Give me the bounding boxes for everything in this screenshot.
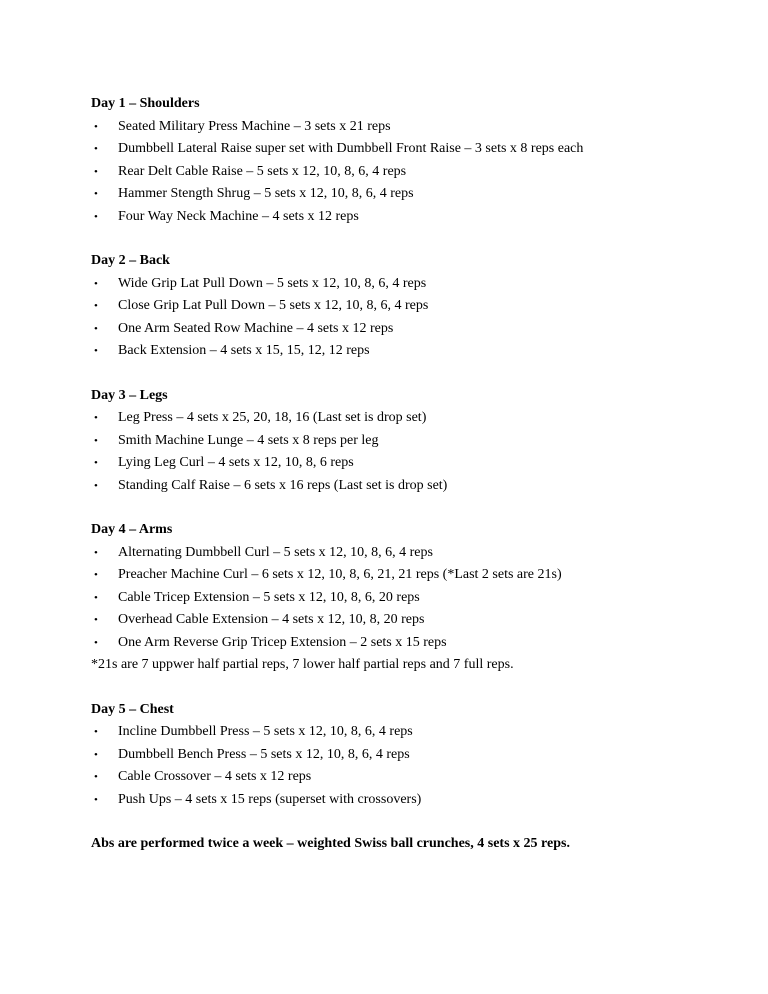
bullet-icon: • (94, 771, 98, 783)
exercise-list (91, 407, 751, 497)
exercise-text: Close Grip Lat Pull Down – 5 sets x 12, 10, 8, 6, 4 reps (118, 298, 429, 313)
exercise-text: Hammer Stength Shrug – 5 sets x 12, 10, 8, 6, 4 reps (118, 186, 414, 201)
list-item (91, 564, 751, 587)
bullet-icon: • (94, 457, 98, 469)
bullet-icon: • (94, 614, 98, 626)
list-item (91, 116, 751, 139)
bullet-icon: • (94, 793, 98, 806)
day-heading: Day 2 – Back (91, 253, 170, 268)
exercise-text: Dumbbell Bench Press – 5 sets x 12, 10, 8, 6, 4 reps (118, 746, 410, 762)
bullet-icon: • (94, 188, 98, 200)
list-item (91, 206, 751, 229)
bullet-icon: • (94, 322, 98, 335)
abs-note: Abs are performed twice a week – weighted Swiss ball crunches, 4 sets x 25 reps. (91, 836, 570, 851)
exercise-list (91, 273, 751, 363)
list-item (91, 744, 751, 767)
bullet-icon: • (94, 345, 98, 357)
list-item (91, 452, 751, 475)
bullet-icon: • (94, 143, 98, 155)
list-item (91, 766, 751, 789)
exercise-text: Overhead Cable Extension – 4 sets x 12, 10, 8, 20 reps (118, 612, 425, 627)
exercise-text: Preacher Machine Curl – 6 sets x 12, 10, 8, 6, 21, 21 reps (*Last 2 sets are 21s) (118, 567, 562, 582)
exercise-text: Lying Leg Curl – 4 sets x 12, 10, 8, 6 reps (118, 455, 354, 470)
day-heading: Day 4 – Arms (91, 522, 173, 537)
exercise-text: Rear Delt Cable Raise – 5 sets x 12, 10, 8, 6, 4 reps (118, 163, 407, 179)
day-section-legs (91, 385, 751, 498)
exercise-text: Wide Grip Lat Pull Down – 5 sets x 12, 10, 8, 6, 4 reps (118, 275, 427, 291)
exercise-text: Standing Calf Raise – 6 sets x 16 reps (Last set is drop set) (118, 477, 448, 493)
list-item (91, 295, 751, 318)
day-section-chest (91, 699, 751, 812)
list-item (91, 340, 751, 363)
list-item (91, 138, 751, 161)
document-page (91, 93, 751, 856)
list-item (91, 721, 751, 744)
bullet-icon: • (94, 210, 98, 223)
list-item (91, 632, 751, 655)
list-item (91, 430, 751, 453)
bullet-icon: • (94, 546, 98, 559)
bullet-icon: • (94, 277, 98, 290)
exercise-list (91, 542, 751, 655)
day-section-arms (91, 519, 751, 677)
exercise-text: Back Extension – 4 sets x 15, 15, 12, 12 reps (118, 343, 370, 358)
list-item (91, 407, 751, 430)
bullet-icon: • (94, 591, 98, 604)
list-item (91, 273, 751, 296)
list-item (91, 183, 751, 206)
bullet-icon: • (94, 748, 98, 761)
day-section-shoulders (91, 93, 751, 228)
exercise-list (91, 116, 751, 229)
bullet-icon: • (94, 120, 98, 133)
exercise-text: Push Ups – 4 sets x 15 reps (superset with crossovers) (118, 791, 422, 807)
bullet-icon: • (94, 569, 98, 581)
list-item (91, 587, 751, 610)
exercise-text: Alternating Dumbbell Curl – 5 sets x 12, 10, 8, 6, 4 reps (118, 544, 433, 560)
exercise-text: Leg Press – 4 sets x 25, 20, 18, 16 (Last set is drop set) (118, 410, 427, 425)
list-item (91, 609, 751, 632)
day-section-back (91, 250, 751, 363)
exercise-text: Seated Military Press Machine – 3 sets x 21 reps (118, 118, 391, 134)
day-heading: Day 5 – Chest (91, 701, 174, 717)
exercise-text: Dumbbell Lateral Raise super set with Dumbbell Front Raise – 3 sets x 8 reps each (118, 141, 584, 156)
exercise-text: One Arm Reverse Grip Tricep Extension – 2 sets x 15 reps (118, 634, 447, 650)
bullet-icon: • (94, 412, 98, 424)
footnote: *21s are 7 uppwer half partial reps, 7 lower half partial reps and 7 full reps. (91, 657, 514, 672)
exercise-text: One Arm Seated Row Machine – 4 sets x 12 reps (118, 320, 394, 336)
exercise-text: Incline Dumbbell Press – 5 sets x 12, 10, 8, 6, 4 reps (118, 724, 413, 739)
bullet-icon: • (94, 726, 98, 738)
exercise-list (91, 721, 751, 811)
day-heading: Day 3 – Legs (91, 387, 168, 403)
list-item (91, 318, 751, 341)
bullet-icon: • (94, 165, 98, 178)
list-item (91, 161, 751, 184)
bullet-icon: • (94, 300, 98, 312)
list-item (91, 475, 751, 498)
bullet-icon: • (94, 434, 98, 447)
exercise-text: Cable Crossover – 4 sets x 12 reps (118, 769, 312, 784)
exercise-text: Smith Machine Lunge – 4 sets x 8 reps per leg (118, 432, 379, 448)
exercise-text: Four Way Neck Machine – 4 sets x 12 reps (118, 208, 359, 224)
list-item (91, 789, 751, 812)
bullet-icon: • (94, 636, 98, 649)
exercise-text: Cable Tricep Extension – 5 sets x 12, 10, 8, 6, 20 reps (118, 589, 420, 605)
list-item (91, 542, 751, 565)
bullet-icon: • (94, 479, 98, 492)
day-heading: Day 1 – Shoulders (91, 96, 200, 111)
